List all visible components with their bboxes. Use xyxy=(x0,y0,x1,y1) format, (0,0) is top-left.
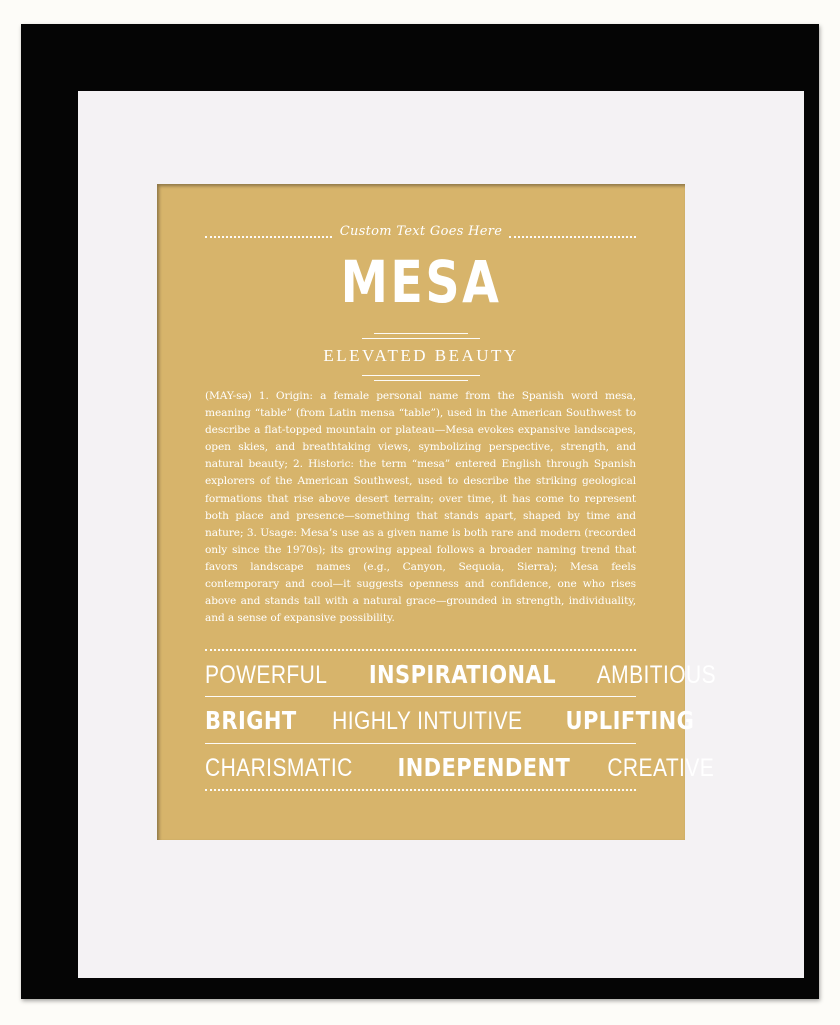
custom-text: Custom Text Goes Here xyxy=(339,224,503,239)
meaning-underline-upper xyxy=(362,375,480,376)
trait-row xyxy=(205,657,716,693)
name-meaning-print xyxy=(157,184,716,840)
trait-word: BRIGHT xyxy=(205,706,297,735)
trait-word: CHARISMATIC xyxy=(205,754,353,782)
trait-row-divider xyxy=(205,743,636,744)
trait-row-divider xyxy=(205,696,636,697)
traits-top-dotted-divider xyxy=(205,649,636,651)
name-underline-lower xyxy=(362,338,480,339)
traits-bottom-dotted-divider xyxy=(205,789,636,791)
trait-row xyxy=(205,703,694,739)
name-definition: (MAY-sə) 1. Origin: a female personal name from the Spanish word mesa, meaning “table” (from Latin mensa “table”), used in the American Southwest to describe a flat-topped mountain or plateau—Mesa evokes expansive landscapes, open skies, and breathtaking views, symbolizing perspective, strength, and natural beauty; 2. Historic: the term “mesa” entered English through Spanish explorers of the American Southwest, used to describe the striking geological formations that rise above desert terrain; over time, it has come to represent both place and presence—something that stands apart, shaped by time and nature; 3. Usage: Mesa’s use as a given name is both rare and modern (recorded only since the 1970s); its growing appeal follows a broader naming trend that favors landscape names (e.g., Canyon, Sequoia, Sierra); Mesa feels contemporary and cool—it suggests openness and confidence, one who rises above and stands tall with a natural grace—grounded in strength, individuality, and a sense of expansive possibility. xyxy=(205,390,636,625)
trait-word: UPLIFTING xyxy=(565,706,694,735)
trait-word: AMBITIOUS xyxy=(596,661,716,689)
trait-word: CREATIVE xyxy=(606,754,714,782)
trait-word: INDEPENDENT xyxy=(397,753,571,782)
trait-word: INSPIRATIONAL xyxy=(368,660,556,689)
meaning-underline-lower xyxy=(374,380,468,381)
trait-word: POWERFUL xyxy=(205,661,328,689)
trait-word: HIGHLY INTUITIVE xyxy=(332,707,523,735)
name-title: MESA xyxy=(340,248,502,316)
trait-row xyxy=(205,750,714,786)
name-meaning: ELEVATED BEAUTY xyxy=(323,346,519,365)
name-underline-upper xyxy=(374,333,468,334)
